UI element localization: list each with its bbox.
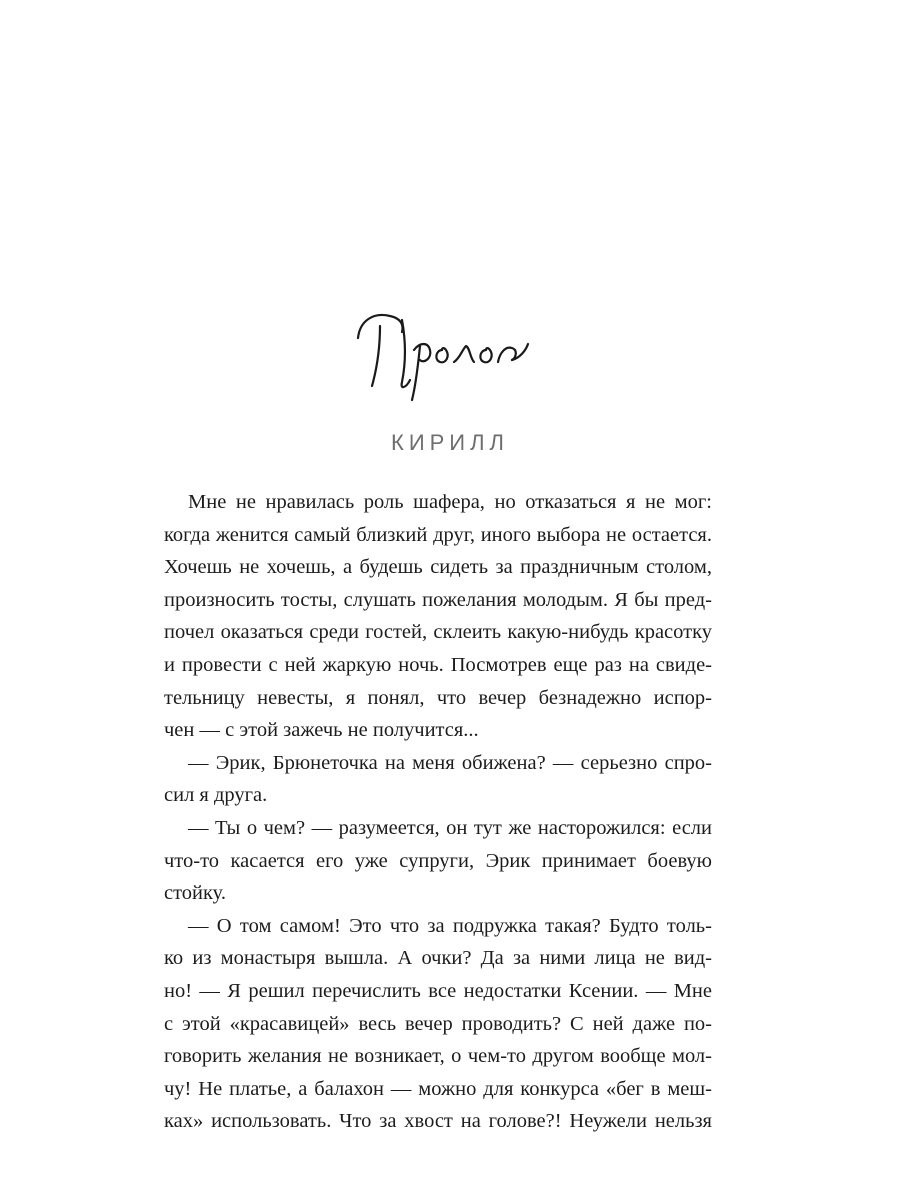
text-line: и провести с ней жаркую ночь. Посмотрев еще раз на свиде- [164, 653, 712, 676]
text-line: — О том самом! Это что за подружка такая? Будто толь- [188, 914, 712, 937]
text-line: когда женится самый близкий друг, иного выбора не остается. [164, 523, 712, 546]
text-line: говорить желания не возникает, о чем-то другом вообще мол- [164, 1045, 712, 1068]
text-line: тельницу невесты, я понял, что вечер безнадежно испор- [164, 686, 712, 709]
text-line: произносить тосты, слушать пожелания молодым. Я бы пред- [164, 588, 712, 611]
text-line: но! — Я решил перечислить все недостатки Ксении. — Мне [164, 979, 712, 1002]
text-line: ко из монастыря вышла. А очки? Да за ними лица не вид- [164, 947, 712, 970]
text-line: чу! Не платье, а балахон — можно для конкурса «бег в меш- [164, 1077, 712, 1100]
text-line: Мне не нравилась роль шафера, но отказаться я не мог: [188, 491, 712, 513]
chapter-title [0, 286, 900, 406]
text-line: чен — с этой зажечь не получится... [164, 719, 479, 742]
text-line: — Ты о чем? — разумеется, он тут же насторожился: если [188, 816, 712, 839]
chapter-pov-name: КИРИЛЛ [391, 430, 509, 455]
text-line: с этой «красавицей» весь вечер проводить? С ней даже по- [164, 1012, 712, 1035]
chapter-title-script [350, 286, 550, 406]
text-line: ках» использовать. Что за хвост на голове?! Неужели нельзя [164, 1110, 712, 1133]
text-line: почел оказаться среди гостей, склеить какую-нибудь красотку [164, 621, 712, 644]
text-line: — Эрик, Брюнеточка на меня обижена? — серьезно спро- [188, 751, 712, 774]
text-line: что-то касается его уже супруги, Эрик принимает боевую [164, 849, 712, 872]
text-line: Хочешь не хочешь, а будешь сидеть за праздничным столом, [164, 556, 712, 579]
body-text [164, 486, 712, 1138]
text-line: стойку. [164, 882, 227, 905]
text-line: сил я друга. [164, 784, 268, 807]
